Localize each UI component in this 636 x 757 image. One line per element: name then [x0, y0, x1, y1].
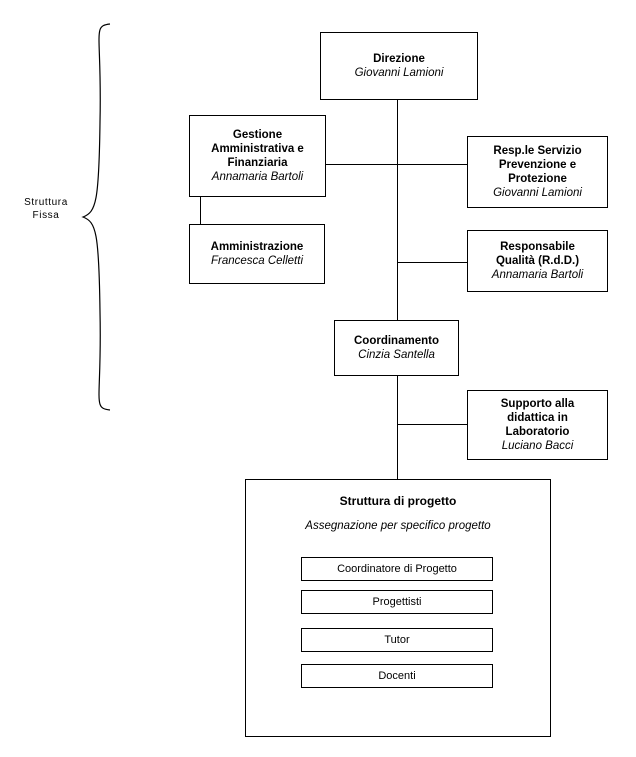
role-coordinatore-di-progetto[interactable]	[301, 557, 493, 581]
connector-spine-coordinamento	[397, 262, 398, 320]
role-docenti[interactable]	[301, 664, 493, 688]
node-rspp-title-line1: Resp.le Servizio	[493, 145, 582, 157]
node-direzione-title: Direzione	[373, 53, 425, 65]
node-supporto-title-line1: Supporto alla	[500, 398, 575, 410]
connector-spine-qualita	[397, 262, 467, 263]
node-amministrazione[interactable]	[189, 224, 325, 284]
node-supporto-person: Luciano Bacci	[501, 440, 574, 452]
role-coordinatore-di-progetto-label: Coordinatore di Progetto	[337, 563, 457, 575]
node-qualita-title-line2: Qualità (R.d.D.)	[495, 255, 580, 267]
node-rspp[interactable]	[467, 136, 608, 208]
connector-spine-gestione	[326, 164, 398, 165]
node-coordinamento-title: Coordinamento	[354, 335, 439, 347]
brace-label-line2: Fissa	[32, 210, 60, 221]
node-direzione-person: Giovanni Lamioni	[354, 67, 444, 79]
node-rspp-title-line2: Prevenzione e	[498, 159, 577, 171]
node-gestione-title-line1: Gestione	[232, 129, 283, 141]
node-amministrazione-person: Francesca Celletti	[210, 255, 304, 267]
node-rspp-person: Giovanni Lamioni	[493, 187, 582, 199]
connector-gestione-amministrazione	[200, 197, 201, 224]
brace-label	[10, 196, 82, 222]
node-rspp-title-line3: Protezione	[508, 173, 567, 185]
node-coordinamento[interactable]	[334, 320, 459, 376]
structure-brace	[80, 22, 116, 412]
connector-direzione-spine	[397, 100, 398, 164]
node-supporto-title-line2: didattica in	[507, 412, 568, 424]
project-structure-subtitle: Assegnazione per specifico progetto	[305, 520, 491, 532]
connector-coordinamento-down	[397, 376, 398, 479]
role-progettisti[interactable]	[301, 590, 493, 614]
node-gestione-title-line3: Finanziaria	[227, 157, 288, 169]
role-progettisti-label: Progettisti	[372, 596, 422, 608]
node-amministrazione-title: Amministrazione	[210, 241, 304, 253]
node-supporto-title-line3: Laboratorio	[505, 426, 570, 438]
node-direzione[interactable]	[320, 32, 478, 100]
role-docenti-label: Docenti	[378, 670, 416, 682]
connector-spine-mid	[397, 164, 398, 273]
node-gestione-person: Annamaria Bartoli	[211, 171, 304, 183]
role-tutor-label: Tutor	[384, 634, 410, 646]
node-qualita-title-line1: Responsabile	[500, 241, 575, 253]
node-supporto-didattica[interactable]	[467, 390, 608, 460]
node-qualita-person: Annamaria Bartoli	[491, 269, 584, 281]
project-structure-title: Struttura di progetto	[339, 494, 457, 508]
role-tutor[interactable]	[301, 628, 493, 652]
node-coordinamento-person: Cinzia Santella	[358, 349, 435, 361]
brace-label-line1: Struttura	[24, 197, 68, 208]
node-gestione-title-line2: Amministrativa e	[211, 143, 304, 155]
connector-spine-supporto	[397, 424, 467, 425]
node-responsabile-qualita[interactable]	[467, 230, 608, 292]
node-gestione-amministrativa-finanziaria[interactable]	[189, 115, 326, 197]
connector-spine-rspp	[397, 164, 467, 165]
